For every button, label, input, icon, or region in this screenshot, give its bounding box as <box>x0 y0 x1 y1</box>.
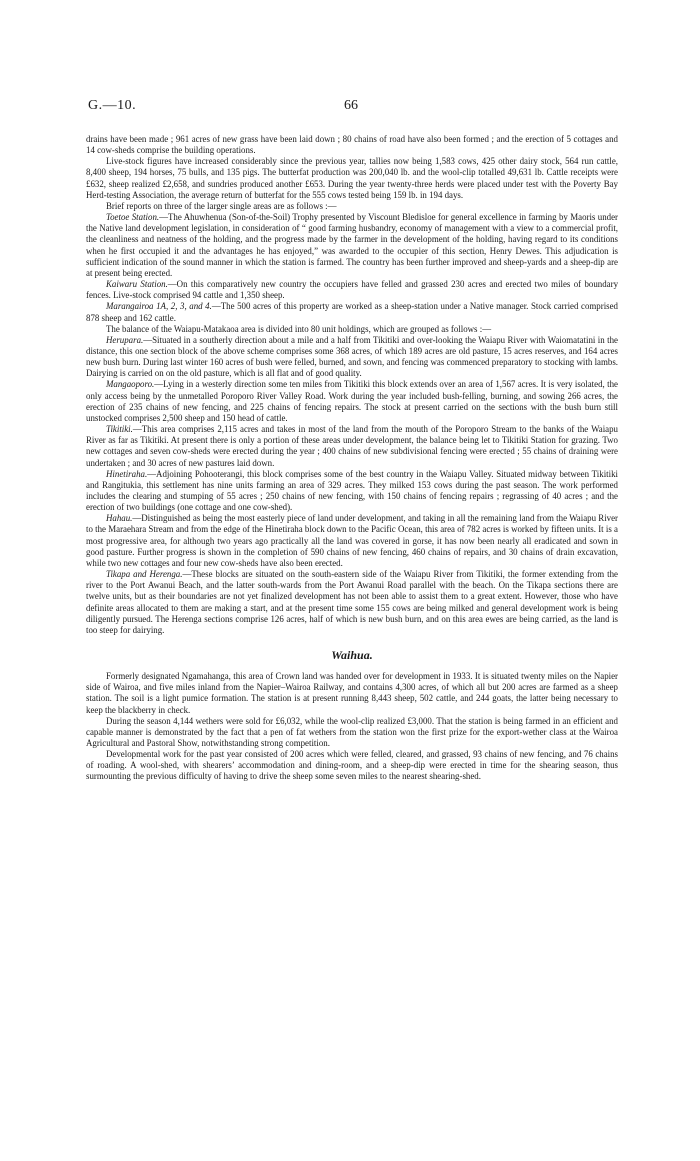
document-page <box>86 98 618 783</box>
paragraph: Hahau.—Distinguished as being the most easterly piece of land under development, and taking in all the remaining land from the Waiapu River to the Maraehara Stream and from the edge of the Hinetiraha block down to the Pacific Ocean, this area of 782 acres is worked by fifteen units. It is a most progressive area, for although two years ago practically all the land was covered in gorse, it has now been nearly all eradicated and sown in good pasture. Further progress is shown in the completion of 590 chains of new fencing, 460 chains of repairs, and 30 chains of drain excavation, while two new cottages and four new cow-sheds have also been erected. <box>86 513 618 568</box>
body-text-bottom <box>86 671 618 783</box>
paragraph: Formerly designated Ngamahanga, this area of Crown land was handed over for development in 1933. It is situated twenty miles on the Napier side of Wairoa, and five miles inland from the Napier–Wairoa Railway, and contains 4,300 acres, of which all but 200 acres are farmed as a sheep station. The soil is a light pumice formation. The station is at present running 8,443 sheep, 502 cattle, and 244 goats, the latter being necessary to keep the blackberry in check. <box>86 671 618 715</box>
page-number: 66 <box>344 98 358 113</box>
paragraph: drains have been made ; 961 acres of new grass have been laid down ; 80 chains of road have also been formed ; and the erection of 5 cottages and 14 cow-sheds comprise the building operations. <box>86 134 618 156</box>
paragraph: Kaiwaru Station.—On this comparatively new country the occupiers have felled and grassed 230 acres and erected two miles of boundary fences. Live-stock comprised 94 cattle and 1,350 sheep. <box>86 279 619 301</box>
document-reference: G.—10. <box>88 98 137 113</box>
section-heading: Waihua. <box>331 648 373 663</box>
paragraph: Marangairoa 1A, 2, 3, and 4.—The 500 acres of this property are worked as a sheep-station under a Native manager. Stock carried comprised 878 sheep and 162 cattle. <box>86 301 618 323</box>
paragraph: Herupara.—Situated in a southerly direction about a mile and a half from Tikitiki and over-looking the Waiapu River with Waiomatatini in the distance, this one section block of the above scheme comprises some 368 acres, of which 189 acres are old pasture, 15 acres reserves, and 164 acres new bush burn. During last winter 160 acres of bush were felled, burned, and sown, and fencing was commenced preparatory to stocking with lambs. Dairying is carried on on the old pasture, which is all flat and of good quality. <box>86 334 618 379</box>
body-text-top <box>86 134 618 636</box>
paragraph: Mangaoporo.—Lying in a westerly direction some ten miles from Tikitiki this block extends over an area of 1,567 acres. It is very isolated, the only access being by the unmetalled Poroporo River Valley Road. Work during the year included bush-felling, burning, and sowing 266 acres, the erection of 235 chains of new fencing, and 225 chains of fencing repairs. The stock at present carried on the sections with the bush burn still unstocked comprises 2,500 sheep and 150 head of cattle. <box>86 379 618 423</box>
page-header <box>86 98 618 120</box>
paragraph: The balance of the Waiapu-Matakaoa area is divided into 80 unit holdings, which are grouped as follows :— <box>106 323 492 334</box>
paragraph: Live-stock figures have increased considerably since the previous year, tallies now being 1,583 cows, 425 other dairy stock, 564 run cattle, 8,400 sheep, 194 horses, 75 bulls, and 135 pigs. The butterfat production was 200,040 lb. and the wool-clip totalled 49,631 lb. Cattle receipts were £632, sheep realized £2,658, and sundries produced another £653. During the year twenty-three herds were placed under test with the Poverty Bay Herd-testing Association, the average return of butterfat for the 555 cows tested being 159 lb. in 194 days. <box>86 156 618 200</box>
paragraph: Developmental work for the past year consisted of 200 acres which were felled, cleared, and grassed, 93 chains of new fencing, and 76 chains of roading. A wool-shed, with shearers’ accommodation and dining-room, and a sheep-dip were erected in time for the shearing season, thus surmounting the previous difficulty of having to drive the sheep some seven miles to the nearest shearing-shed. <box>86 749 618 782</box>
paragraph: Hinetiraha.—Adjoining Pohooterangi, this block comprises some of the best country in the Waiapu Valley. Situated midway between Tikitiki and Rangitukia, this settlement has nine units farming an area of 329 acres. They milked 153 cows during the past season. The work performed includes the clearing and stumping of 55 acres ; 250 chains of new fencing, with 150 chains of fencing repairs ; regrassing of 40 acres ; and the erection of two buildings (one cottage and one cow-shed). <box>86 468 618 513</box>
paragraph: During the season 4,144 wethers were sold for £6,032, while the wool-clip realized £3,000. That the station is being farmed in an efficient and capable manner is demonstrated by the fact that a pen of fat wethers from the station won the first prize for the export-wether class at the Wairoa Agricultural and Pastoral Show, notwithstanding strong competition. <box>86 715 618 748</box>
paragraph: Tikapa and Herenga.—These blocks are situated on the south-eastern side of the Waiapu River from Tikitiki, the former extending from the river to the Port Awanui Beach, and the latter south-wards from the Port Awanui Road parallel with the beach. On the Tikapa sections there are twelve units, but as their boundaries are not yet finalized development has not been able to assist them to a great extent. However, those who have definite areas allocated to them are making a start, and at the present time some 155 cows are being milked and general development work is being diligently pursued. The Herenga sections comprise 126 acres, half of which is new bush burn, and on this area ewes are being carried, as the land is too steep for dairying. <box>86 569 618 635</box>
paragraph: Brief reports on three of the larger single areas are as follows :— <box>106 200 337 211</box>
paragraph: Tikitiki.—This area comprises 2,115 acres and takes in most of the land from the mouth of the Poroporo Stream to the banks of the Waiapu River as far as Tikitiki. At present there is only a portion of these areas under development, the balance being let to Tikitiki Station for grazing. Two new cottages and seven cow-sheds were erected during the year ; 400 chains of new subdivisional fencing were erected ; 55 chains of draining were undertaken ; and 30 acres of new pastures laid down. <box>86 424 618 468</box>
paragraph: Toetoe Station.—The Ahuwhenua (Son-of-the-Soil) Trophy presented by Viscount Bledisloe for general excellence in farming by Maoris under the Native land development legislation, in consideration of “ good farming husbandry, economy of management with a view to a commercial profit, the cleanliness and neatness of the holding, and the progress made by the farmer in the development of the holding, having regard to its conditions when he first occupied it and the advantages he has enjoyed,” was awarded to the occupier of this section, Henry Dewes. This adjudication is sufficient indication of the sound manner in which the station is farmed. The country has been further improved and sheep-yards and a sheep-dip are at present being erected. <box>86 212 618 278</box>
